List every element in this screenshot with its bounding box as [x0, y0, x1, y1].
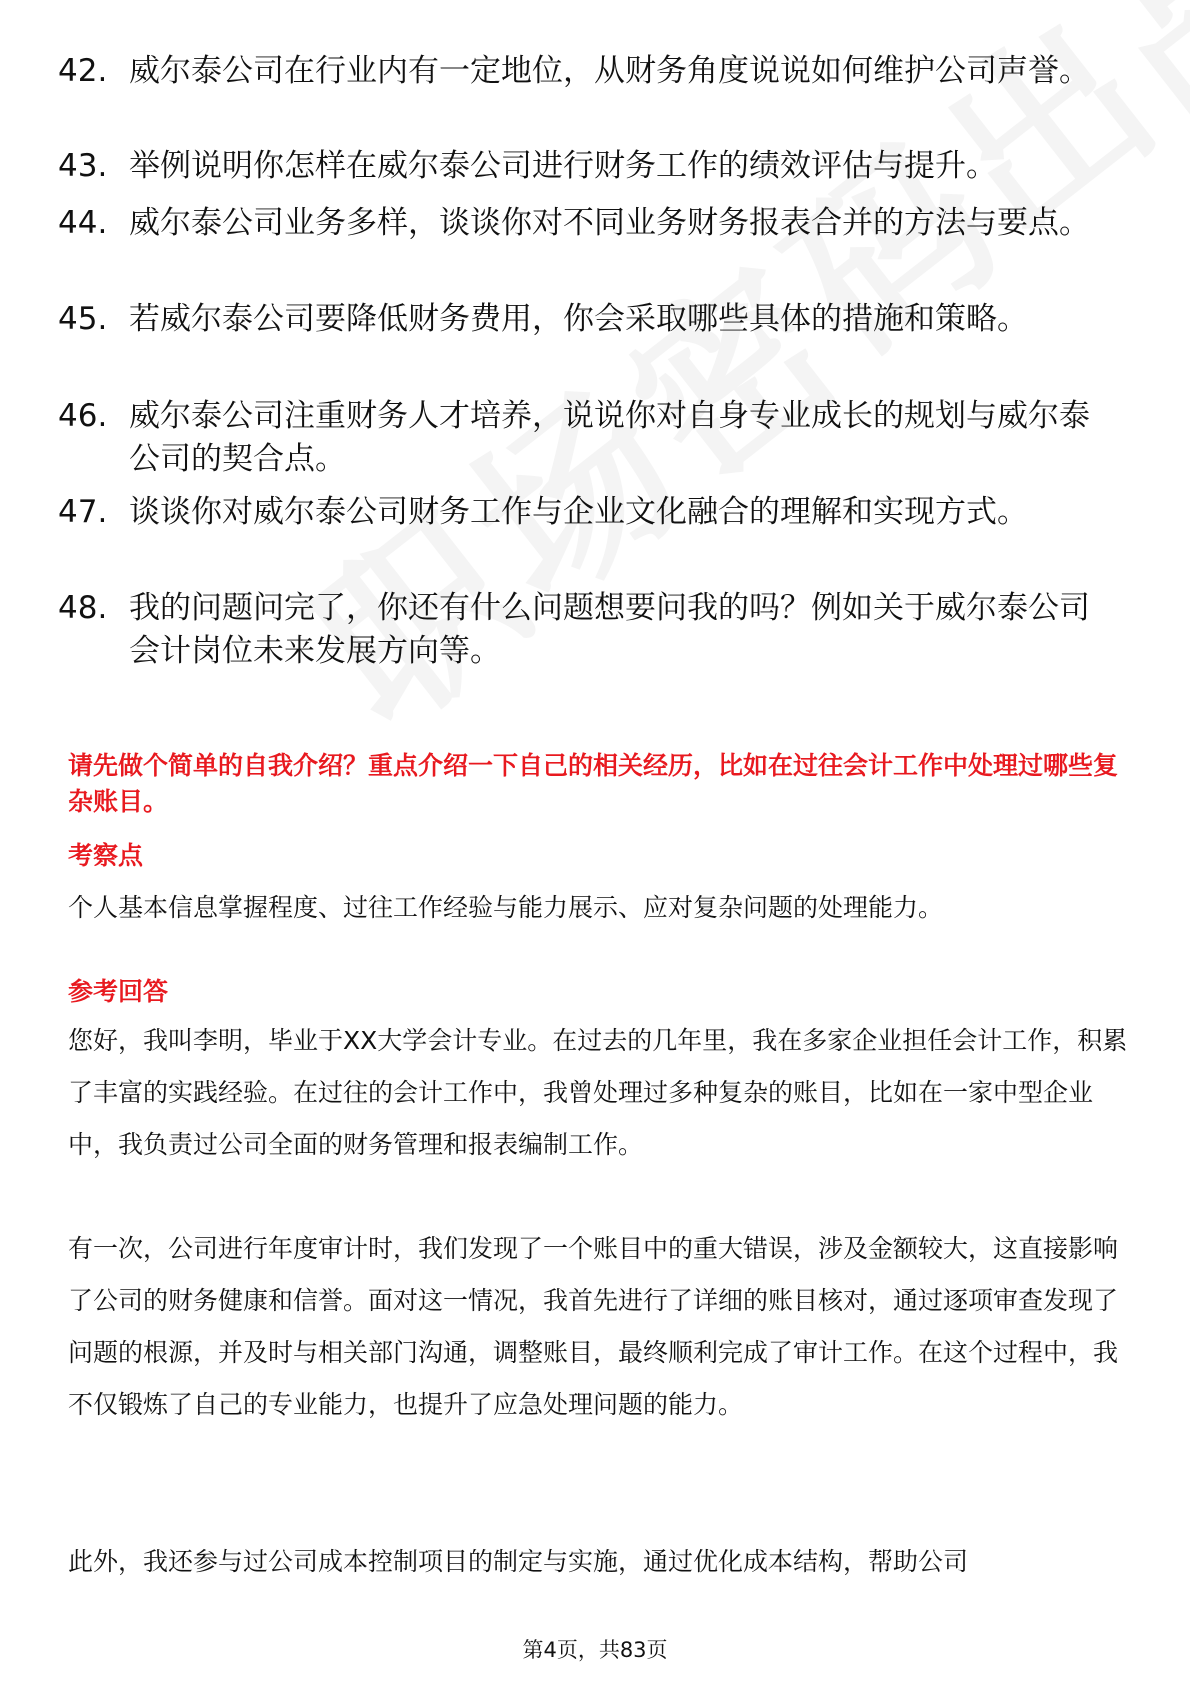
- answer-paragraph: 您好，我叫李明，毕业于XX大学会计专业。在过去的几年里，我在多家企业担任会计工作，积累了丰富的实践经验。在过往的会计工作中，我曾处理过多种复杂的账目，比如在一家中型企业中，我负责过公司全面的财务管理和报表编制工作。: [68, 1026, 1128, 1159]
- answer-paragraph: 此外，我还参与过公司成本控制项目的制定与实施，通过优化成本结构，帮助公司: [68, 1547, 969, 1576]
- list-item: [58, 587, 1118, 673]
- question-number: 44.: [58, 205, 108, 241]
- list-item: [58, 145, 1118, 188]
- page-number: 第4页，共83页: [522, 1638, 668, 1662]
- question-title: 请先做个简单的自我介绍？重点介绍一下自己的相关经历，比如在过往会计工作中处理过哪些复杂账目。: [68, 751, 1119, 816]
- focus-text: 个人基本信息掌握程度、过往工作经验与能力展示、应对复杂问题的处理能力。: [68, 893, 944, 922]
- list-item: [58, 491, 1118, 534]
- question-text: 威尔泰公司注重财务人才培养，说说你对自身专业成长的规划与威尔泰公司的契合点。: [129, 398, 1090, 477]
- question-text: 威尔泰公司在行业内有一定地位，从财务角度说说如何维护公司声誉。: [129, 53, 1090, 89]
- question-number: 45.: [58, 301, 108, 337]
- focus-label: 考察点: [68, 841, 144, 870]
- question-text: 威尔泰公司业务多样，谈谈你对不同业务财务报表合并的方法与要点。: [129, 205, 1090, 241]
- answer-paragraph: 有一次，公司进行年度审计时，我们发现了一个账目中的重大错误，涉及金额较大，这直接影响了公司的财务健康和信誉。面对这一情况，我首先进行了详细的账目核对，通过逐项审查发现了问题的根源，并及时与相关部门沟通，调整账目，最终顺利完成了审计工作。在这个过程中，我不仅锻炼了自己的专业能力，也提升了应急处理问题的能力。: [68, 1234, 1119, 1419]
- question-number: 48.: [58, 590, 108, 626]
- answer-label: 参考回答: [68, 977, 169, 1006]
- question-text: 举例说明你怎样在威尔泰公司进行财务工作的绩效评估与提升。: [129, 148, 997, 184]
- question-number: 46.: [58, 398, 108, 434]
- list-item: [58, 395, 1118, 481]
- list-item: [58, 50, 1118, 93]
- question-number: 43.: [58, 148, 108, 184]
- question-number: 42.: [58, 53, 108, 89]
- question-text: 若威尔泰公司要降低财务费用，你会采取哪些具体的措施和策略。: [129, 301, 1028, 337]
- list-item: [58, 202, 1118, 245]
- question-number: 47.: [58, 494, 108, 530]
- list-item: [58, 298, 1118, 341]
- question-text: 我的问题问完了，你还有什么问题想要问我的吗？例如关于威尔泰公司会计岗位未来发展方向等。: [129, 590, 1090, 669]
- question-text: 谈谈你对威尔泰公司财务工作与企业文化融合的理解和实现方式。: [129, 494, 1028, 530]
